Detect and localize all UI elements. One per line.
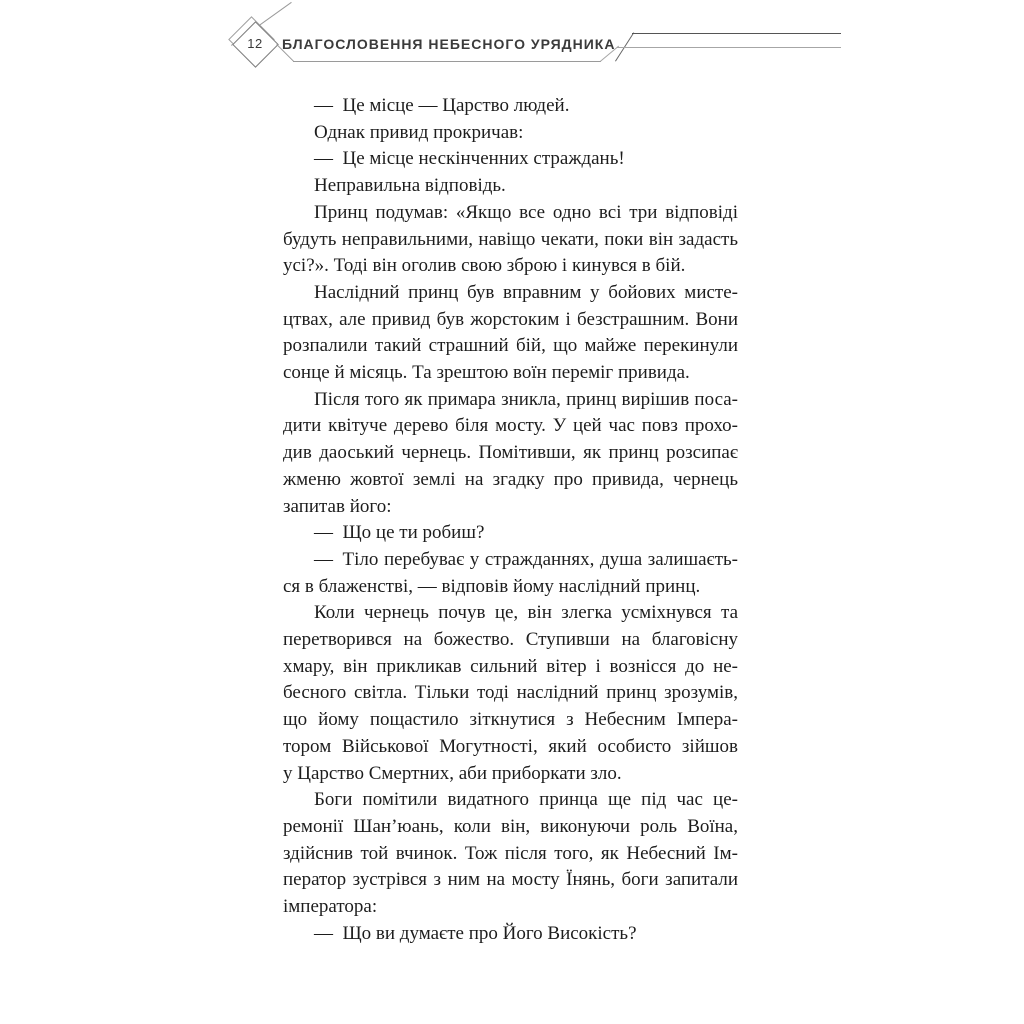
text-line: перетворився на божество. Ступивши на благовісну: [283, 629, 738, 651]
text-line: — Тіло перебуває у стражданнях, душа залишаєть-: [314, 548, 738, 570]
text-line: здійснив той вчинок. Тож після того, як Небесний Ім-: [283, 842, 738, 864]
running-title: БЛАГОСЛОВЕННЯ НЕБЕСНОГО УРЯДНИКА: [282, 36, 616, 52]
text-line: див даоський чернець. Помітивши, як принц розсипає: [283, 442, 738, 464]
text-line: Наслідний принц був вправним у бойових мисте-: [314, 281, 738, 303]
text-line: жменю жовтої землі на згадку про привида, чернець: [283, 468, 738, 490]
paragraph: [283, 146, 738, 173]
text-line: імператора:: [283, 896, 378, 918]
text-line: Неправильна відповідь.: [314, 175, 506, 197]
text-line: усі?». Тоді він оголив свою зброю і кинувся в бій.: [283, 255, 686, 277]
text-line: — Це місце — Царство людей.: [314, 95, 570, 116]
text-line: розпалили такий страшний бій, що майже перекинули: [283, 335, 738, 357]
text-line: — Це місце нескінченних страждань!: [314, 148, 625, 170]
text-line: будуть неправильними, навіщо чекати, поки він задасть: [283, 228, 738, 250]
text-line: запитав його:: [283, 495, 392, 517]
text-line: ператор зустрівся з ним на мосту Їнянь, боги запитали: [283, 869, 738, 891]
text-line: ремонії Шан’юань, коли він, виконуючи роль Воїна,: [283, 815, 738, 837]
text-line: сонце й місяць. Та зрештою воїн переміг привида.: [283, 362, 690, 384]
paragraph: [283, 280, 738, 387]
text-line: дити квітуче дерево біля мосту. У цей час повз прохо-: [283, 415, 738, 437]
text-line: — Що це ти робиш?: [314, 522, 485, 544]
paragraph: [283, 93, 738, 120]
text-line: у Царство Смертних, аби приборкати зло.: [283, 762, 622, 784]
text-line: цтвах, але привид був жорстоким і безстрашним. Вони: [283, 308, 738, 330]
text-line: Коли чернець почув це, він злегка усміхнувся та: [314, 602, 738, 624]
text-line: — Що ви думаєте про Його Високість?: [314, 922, 637, 944]
text-line: Однак привид прокричав:: [314, 121, 524, 143]
text-line: Принц подумав: «Якщо все одно всі три відповіді: [314, 201, 738, 223]
paragraph: [283, 387, 738, 521]
paragraph: [283, 547, 738, 600]
text-line: Після того як примара зникла, принц вирішив поса-: [314, 388, 738, 410]
paragraph: [283, 787, 738, 921]
text-line: що йому пощастило зіткнутися з Небесним Імпера-: [283, 709, 738, 731]
header-underline: [293, 61, 601, 62]
text-line: ся в блаженстві, — відповів йому наслідний принц.: [283, 575, 701, 597]
header-rule-light: [617, 47, 841, 48]
text-line: бесного світла. Тільки тоді наслідний принц зрозумів,: [283, 682, 738, 704]
body-text: [283, 93, 738, 948]
paragraph: [283, 600, 738, 787]
paragraph: [283, 200, 738, 280]
text-line: хмару, він прикликав сильний вітер і вознісся до не-: [283, 655, 738, 677]
paragraph: [283, 173, 738, 200]
paragraph: [283, 120, 738, 147]
paragraph: [283, 520, 738, 547]
header-rule-dark: [632, 33, 841, 34]
text-line: тором Військової Могутності, який особисто зійшов: [283, 735, 738, 757]
text-line: Боги помітили видатного принца ще під час це-: [314, 789, 738, 811]
paragraph: [283, 921, 738, 948]
page-number: 12: [247, 36, 263, 51]
